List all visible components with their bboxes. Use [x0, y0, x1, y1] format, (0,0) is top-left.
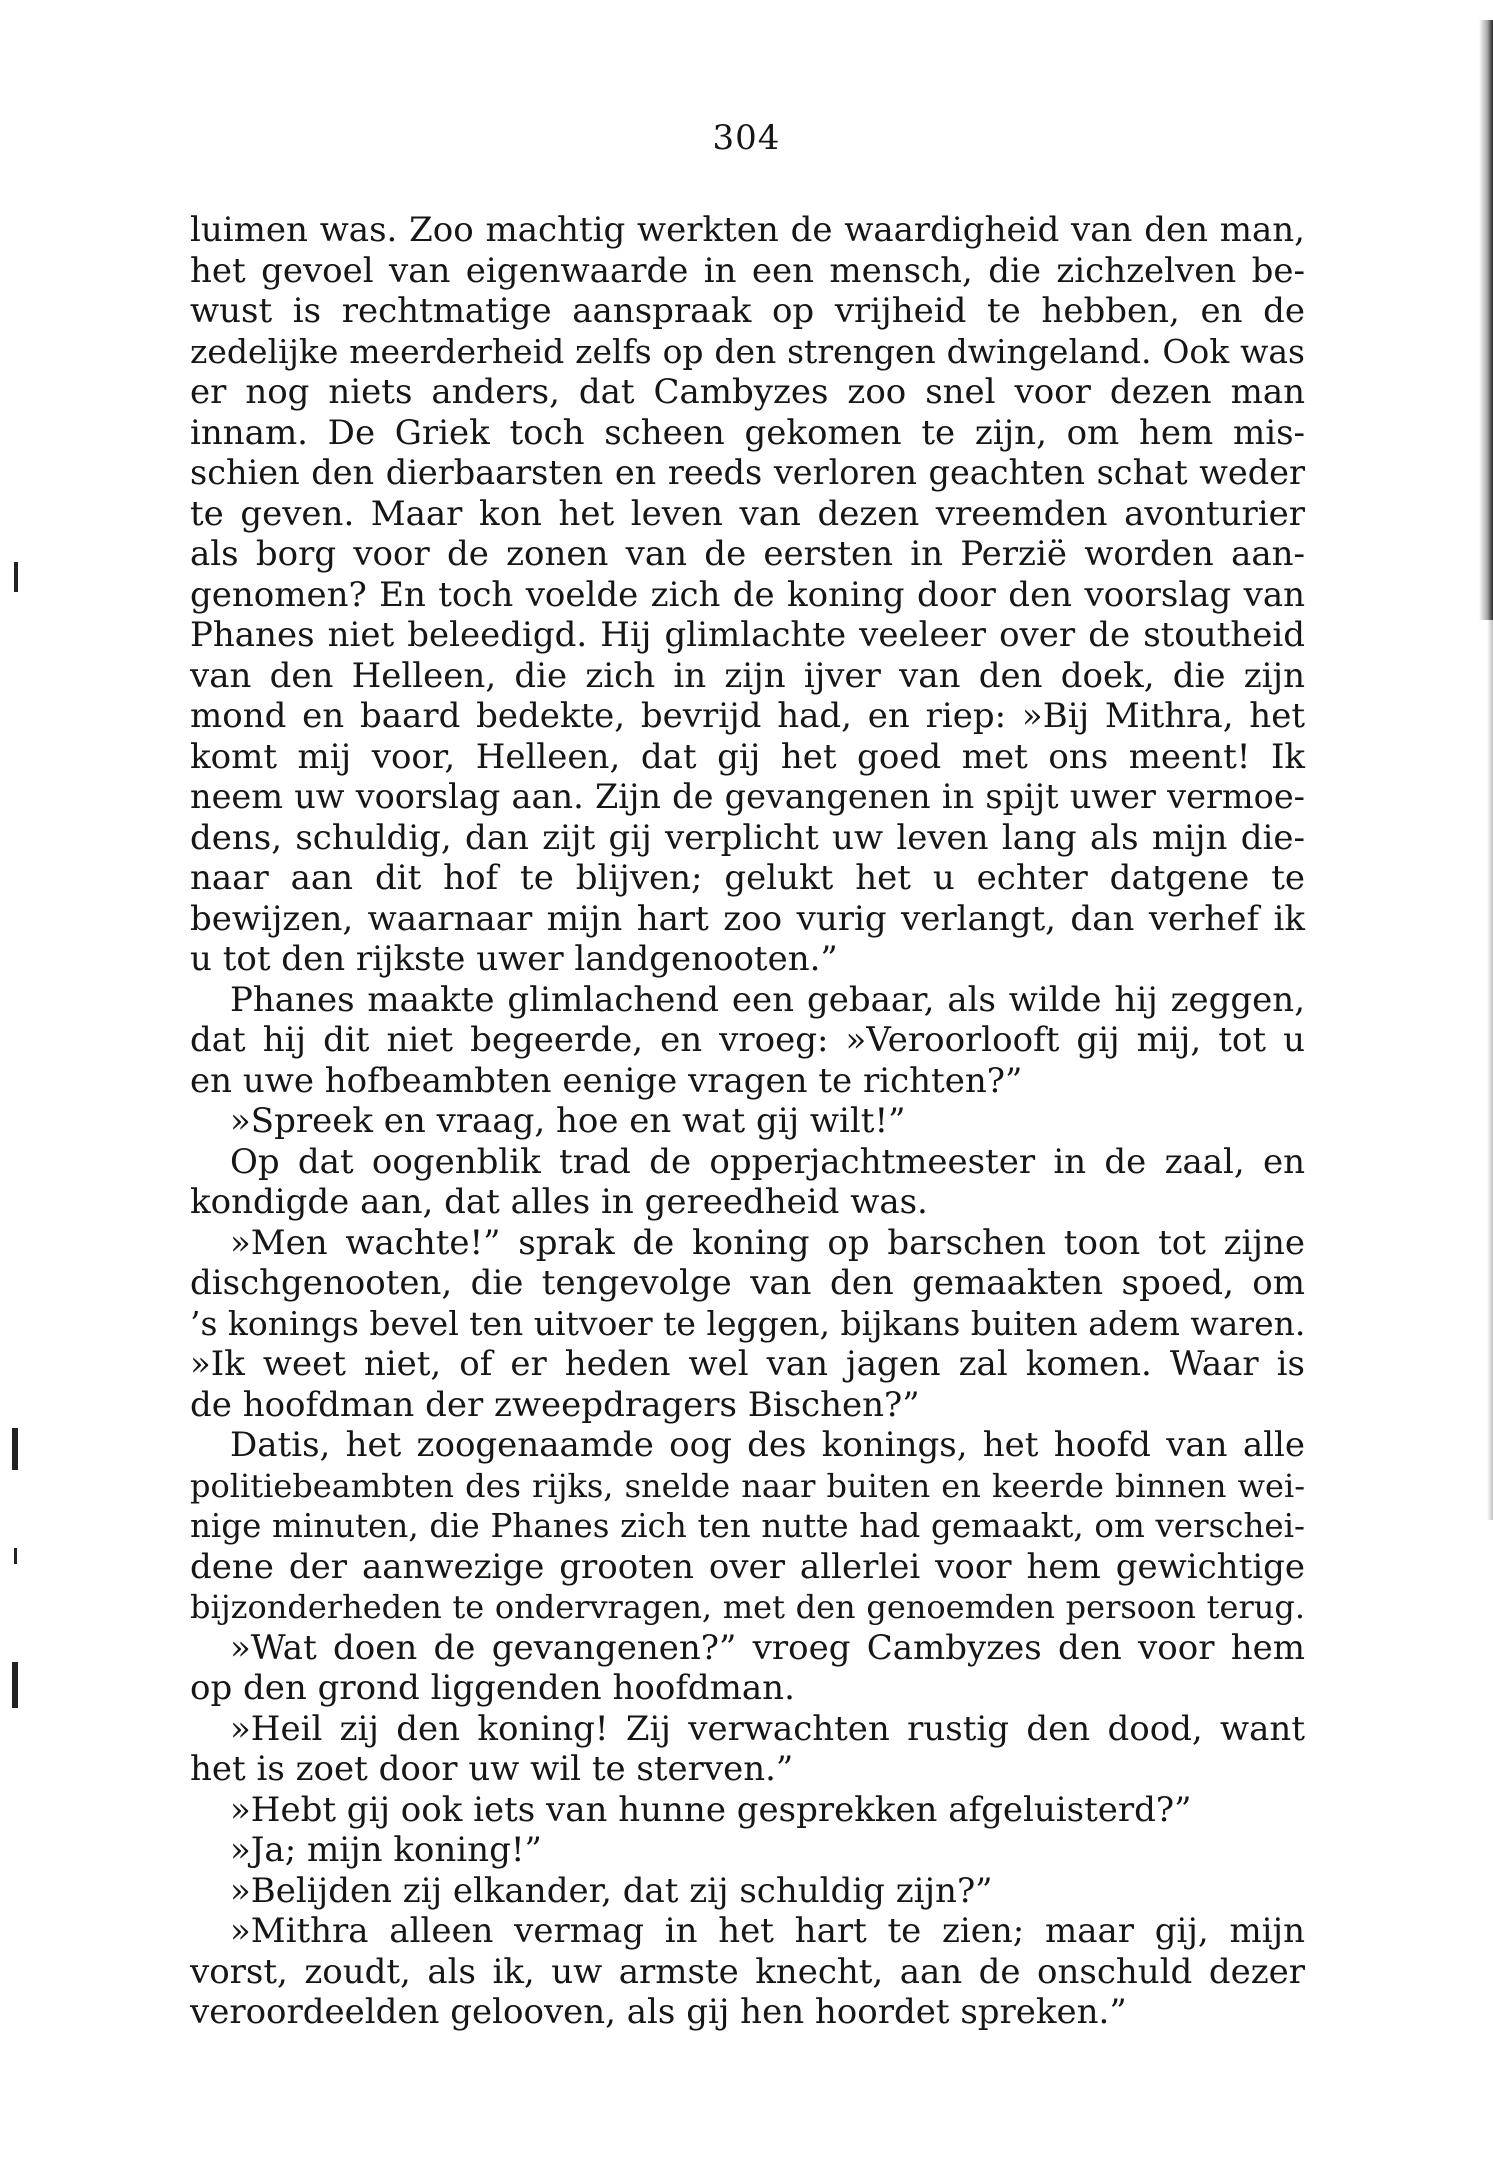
text-line: nige minuten, die Phanes zich ten nutte had gemaakt, om verschei- [190, 1507, 1305, 1545]
text-line: zedelijke meerderheid zelfs op den strengen dwingeland. Ook was [190, 331, 1305, 371]
text-line: u tot den rijkste uwer landgenooten.” [190, 939, 838, 979]
text-line: »Heil zij den koning! Zij verwachten rustig den dood, want [230, 1708, 1305, 1749]
text-line: als borg voor de zonen van de eersten in Perzië worden aan- [190, 534, 1305, 574]
text-line: neem uw voorslag aan. Zijn de gevangenen in spijt uwer vermoe- [190, 777, 1305, 816]
binding-edge-shadow [1479, 20, 1493, 620]
scan-mark [12, 1428, 18, 1470]
text-line: »Men wachte!” sprak de koning op barschen toon tot zijne [230, 1222, 1305, 1263]
page-number: 304 [712, 118, 781, 158]
text-line: »Wat doen de gevangenen?” vroeg Cambyzes den voor hem [230, 1627, 1305, 1668]
text-line: »Ja; mijn koning!” [230, 1830, 542, 1870]
text-line: »Hebt gij ook iets van hunne gesprekken afgeluisterd?” [230, 1789, 1192, 1830]
text-line: dischgenooten, die tengevolge van den gemaakten spoed, om [190, 1263, 1305, 1303]
text-line: dene der aanwezige grooten over allerlei voor hem gewichtige [190, 1546, 1305, 1587]
text-line: en uwe hofbeambten eenige vragen te richten?” [190, 1060, 1023, 1101]
text-line: Phanes maakte glimlachend een gebaar, als wilde hij zeggen, [230, 979, 1305, 1020]
text-line: vorst, zoudt, als ik, uw armste knecht, aan de onschuld dezer [190, 1951, 1305, 1992]
text-line: Phanes niet beleedigd. Hij glimlachte veeleer over de stoutheid [190, 615, 1305, 655]
text-line: Op dat oogenblik trad de opperjachtmeester in de zaal, en [230, 1141, 1305, 1182]
scan-mark [14, 1548, 17, 1564]
text-line: »Belijden zij elkander, dat zij schuldig zijn?” [230, 1870, 993, 1911]
scan-mark [12, 1662, 18, 1708]
text-line: schien den dierbaarsten en reeds verloren geachten schat weder [190, 453, 1305, 492]
text-line: naar aan dit hof te blijven; gelukt het u echter datgene te [190, 858, 1305, 898]
text-line: te geven. Maar kon het leven van dezen vreemden avonturier [190, 493, 1305, 534]
text-line: Datis, het zoogenaamde oog des konings, het hoofd van alle [230, 1425, 1305, 1465]
text-line: dens, schuldig, dan zijt gij verplicht uw leven lang als mijn die- [190, 817, 1305, 858]
text-line: bijzonderheden te ondervragen, met den genoemden persoon terug. [190, 1588, 1305, 1626]
text-line: »Mithra alleen vermag in het hart te zien; maar gij, mijn [230, 1911, 1305, 1951]
body-text [190, 210, 1305, 2033]
text-line: politiebeambten des rijks, snelde naar buiten en keerde binnen wei- [190, 1466, 1305, 1505]
text-line: mond en baard bedekte, bevrijd had, en riep: »Bij Mithra, het [190, 696, 1305, 736]
text-line: op den grond liggenden hoofdman. [190, 1668, 795, 1708]
binding-edge-shadow-lower [1487, 620, 1493, 1520]
text-line: komt mij voor, Helleen, dat gij het goed met ons meent! Ik [190, 736, 1305, 777]
text-line: bewijzen, waarnaar mijn hart zoo vurig verlangt, dan verhef ik [190, 898, 1305, 939]
text-line: het gevoel van eigenwaarde in een mensch, die zichzelven be- [190, 250, 1305, 291]
text-line: genomen? En toch voelde zich de koning door den voorslag van [190, 574, 1305, 615]
text-line: kondigde aan, dat alles in gereedheid was. [190, 1182, 928, 1222]
text-line: »Ik weet niet, of er heden wel van jagen zal komen. Waar is [190, 1344, 1305, 1384]
text-line: de hoofdman der zweepdragers Bischen?” [190, 1384, 920, 1425]
text-line: »Spreek en vraag, hoe en wat gij wilt!” [230, 1101, 906, 1141]
text-line: innam. De Griek toch scheen gekomen te zijn, om hem mis- [190, 412, 1305, 453]
text-line: veroordeelden gelooven, als gij hen hoordet spreken.” [190, 1992, 1127, 2032]
text-line: van den Helleen, die zich in zijn ijver van den doek, die zijn [190, 655, 1305, 696]
text-line: het is zoet door uw wil te sterven.” [190, 1749, 794, 1789]
text-line: luimen was. Zoo machtig werkten de waardigheid van den man, [190, 210, 1305, 250]
text-line: wust is rechtmatige aanspraak op vrijheid te hebben, en de [190, 291, 1305, 331]
scan-mark [14, 562, 18, 592]
text-line: er nog niets anders, dat Cambyzes zoo snel voor dezen man [190, 372, 1305, 412]
text-line: ’s konings bevel ten uitvoer te leggen, bijkans buiten adem waren. [190, 1303, 1306, 1343]
text-line: dat hij dit niet begeerde, en vroeg: »Veroorlooft gij mij, tot u [190, 1020, 1305, 1060]
